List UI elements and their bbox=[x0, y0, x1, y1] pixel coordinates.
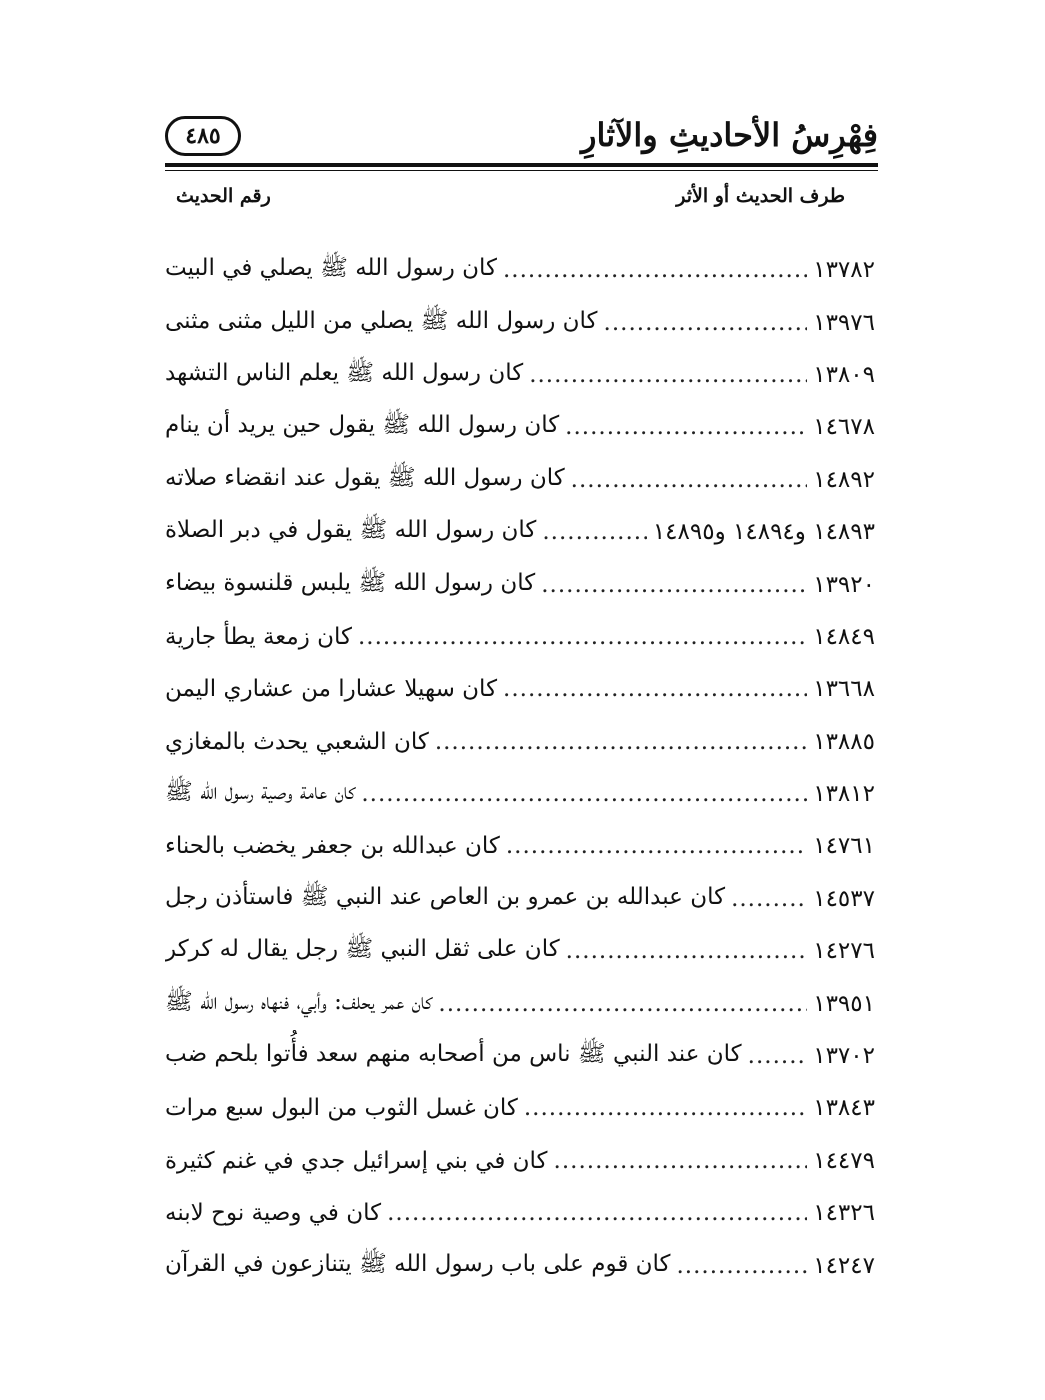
header-rule-thick bbox=[165, 163, 878, 167]
index-entry bbox=[165, 244, 875, 296]
dot-leader bbox=[731, 886, 807, 912]
entry-number: ١٣٨٠٩ bbox=[813, 361, 875, 388]
entry-text: كان رسول الله ﷺ يقول في دبر الصلاة bbox=[165, 517, 537, 544]
entry-number: ١٣٨٨٥ bbox=[813, 728, 875, 755]
entry-text: كان الشعبي يحدث بالمغازي bbox=[165, 728, 429, 755]
entry-number: ١٣٩٥١ bbox=[813, 990, 875, 1017]
dot-leader bbox=[506, 833, 807, 859]
index-entry bbox=[165, 349, 875, 401]
dot-leader bbox=[677, 1253, 808, 1279]
entry-number: ١٤٢٧٦ bbox=[813, 938, 875, 965]
dot-leader bbox=[361, 781, 807, 807]
dot-leader bbox=[566, 938, 808, 964]
dot-leader bbox=[503, 257, 807, 283]
entry-text: كان عامة وصية رسول الله ﷺ bbox=[165, 779, 356, 806]
index-entry bbox=[165, 663, 875, 715]
entry-text: كان رسول الله ﷺ يصلي من الليل مثنى مثنى bbox=[165, 307, 598, 334]
index-entry bbox=[165, 558, 875, 610]
dot-leader bbox=[435, 729, 807, 755]
index-entry bbox=[165, 716, 875, 768]
entry-number: ١٤٣٢٦ bbox=[813, 1200, 875, 1227]
entry-number: ١٤٨٤٩ bbox=[813, 623, 875, 650]
entry-number: ١٤٨٩٢ bbox=[813, 466, 875, 493]
dot-leader bbox=[503, 676, 807, 702]
dot-leader bbox=[529, 362, 807, 388]
entry-number: ١٤٤٧٩ bbox=[813, 1147, 875, 1174]
entry-text: كان رسول الله ﷺ يعلم الناس التشهد bbox=[165, 359, 524, 386]
page-number-badge: ٤٨٥ bbox=[165, 116, 241, 156]
index-entry bbox=[165, 401, 875, 453]
entry-text: كان في بني إسرائيل جدي في غنم كثيرة bbox=[165, 1147, 548, 1174]
entry-text: كان قوم على باب رسول الله ﷺ يتنازعون في القرآن bbox=[165, 1250, 671, 1277]
index-entry bbox=[165, 977, 875, 1029]
entry-number: ١٣٦٦٨ bbox=[813, 676, 875, 703]
index-entry bbox=[165, 454, 875, 506]
dot-leader bbox=[541, 572, 807, 598]
index-list bbox=[165, 244, 875, 1292]
entry-number: ١٣٩٢٠ bbox=[813, 571, 875, 598]
entry-text: كان زمعة يطأ جارية bbox=[165, 623, 352, 650]
entry-number: ١٣٨١٢ bbox=[813, 781, 875, 808]
entry-text: كان على ثقل النبي ﷺ رجل يقال له كركر bbox=[165, 936, 560, 963]
column-heading-hadith: طرف الحديث أو الأثر bbox=[676, 185, 845, 207]
column-heading-number: رقم الحديث bbox=[176, 185, 271, 207]
dot-leader bbox=[565, 414, 807, 440]
index-entry bbox=[165, 611, 875, 663]
index-entry bbox=[165, 925, 875, 977]
dot-leader bbox=[542, 519, 646, 545]
page-header bbox=[165, 112, 878, 158]
entry-number: ١٣٧٨٢ bbox=[813, 257, 875, 284]
entry-number: ١٤٥٣٧ bbox=[813, 885, 875, 912]
index-entry bbox=[165, 1030, 875, 1082]
dot-leader bbox=[571, 467, 808, 493]
dot-leader bbox=[554, 1148, 808, 1174]
dot-leader bbox=[438, 991, 807, 1017]
dot-leader bbox=[358, 624, 807, 650]
page-title: فِهْرِسُ الأحاديثِ والآثارِ bbox=[581, 116, 878, 154]
index-entry bbox=[165, 1187, 875, 1239]
entry-text: كان رسول الله ﷺ يصلي في البيت bbox=[165, 255, 497, 282]
entry-number: ١٣٩٧٦ bbox=[813, 309, 875, 336]
index-entry bbox=[165, 1239, 875, 1291]
dot-leader bbox=[524, 1095, 807, 1121]
entry-number: ١٣٨٤٣ bbox=[813, 1095, 875, 1122]
entry-text: كان غسل الثوب من البول سبع مرات bbox=[165, 1095, 518, 1122]
index-entry bbox=[165, 873, 875, 925]
index-entry bbox=[165, 506, 875, 558]
index-entry bbox=[165, 820, 875, 872]
entry-text: كان رسول الله ﷺ يلبس قلنسوة بيضاء bbox=[165, 569, 536, 596]
dot-leader bbox=[387, 1200, 807, 1226]
entry-text: كان سهيلا عشارا من عشاري اليمن bbox=[165, 676, 498, 703]
index-entry bbox=[165, 296, 875, 348]
entry-number: ١٤٦٧٨ bbox=[813, 414, 875, 441]
index-entry bbox=[165, 1135, 875, 1187]
dot-leader bbox=[604, 310, 808, 336]
entry-text: كان رسول الله ﷺ يقول حين يريد أن ينام bbox=[165, 412, 560, 439]
entry-text: كان رسول الله ﷺ يقول عند انقضاء صلاته bbox=[165, 464, 565, 491]
entry-text: كان عبدالله بن عمرو بن العاص عند النبي ﷺ فاستأذن رجل bbox=[165, 883, 726, 910]
header-rule-thin bbox=[165, 170, 878, 171]
dot-leader bbox=[748, 1043, 808, 1069]
entry-number: ١٤٨٩٣ و١٤٨٩٤ و١٤٨٩٥ bbox=[652, 519, 875, 546]
entry-number: ١٤٢٤٧ bbox=[813, 1252, 875, 1279]
entry-text: كان عند النبي ﷺ ناس من أصحابه منهم سعد فأُتوا بلحم ضب bbox=[165, 1041, 742, 1068]
entry-number: ١٣٧٠٢ bbox=[813, 1043, 875, 1070]
entry-text: كان عمر يحلف: وأبي، فنهاه رسول الله ﷺ bbox=[165, 988, 433, 1015]
entry-text: كان في وصية نوح لابنه bbox=[165, 1200, 382, 1227]
entry-text: كان عبدالله بن جعفر يخضب بالحناء bbox=[165, 833, 500, 860]
index-entry bbox=[165, 1082, 875, 1134]
entry-number: ١٤٧٦١ bbox=[813, 833, 875, 860]
index-entry bbox=[165, 768, 875, 820]
